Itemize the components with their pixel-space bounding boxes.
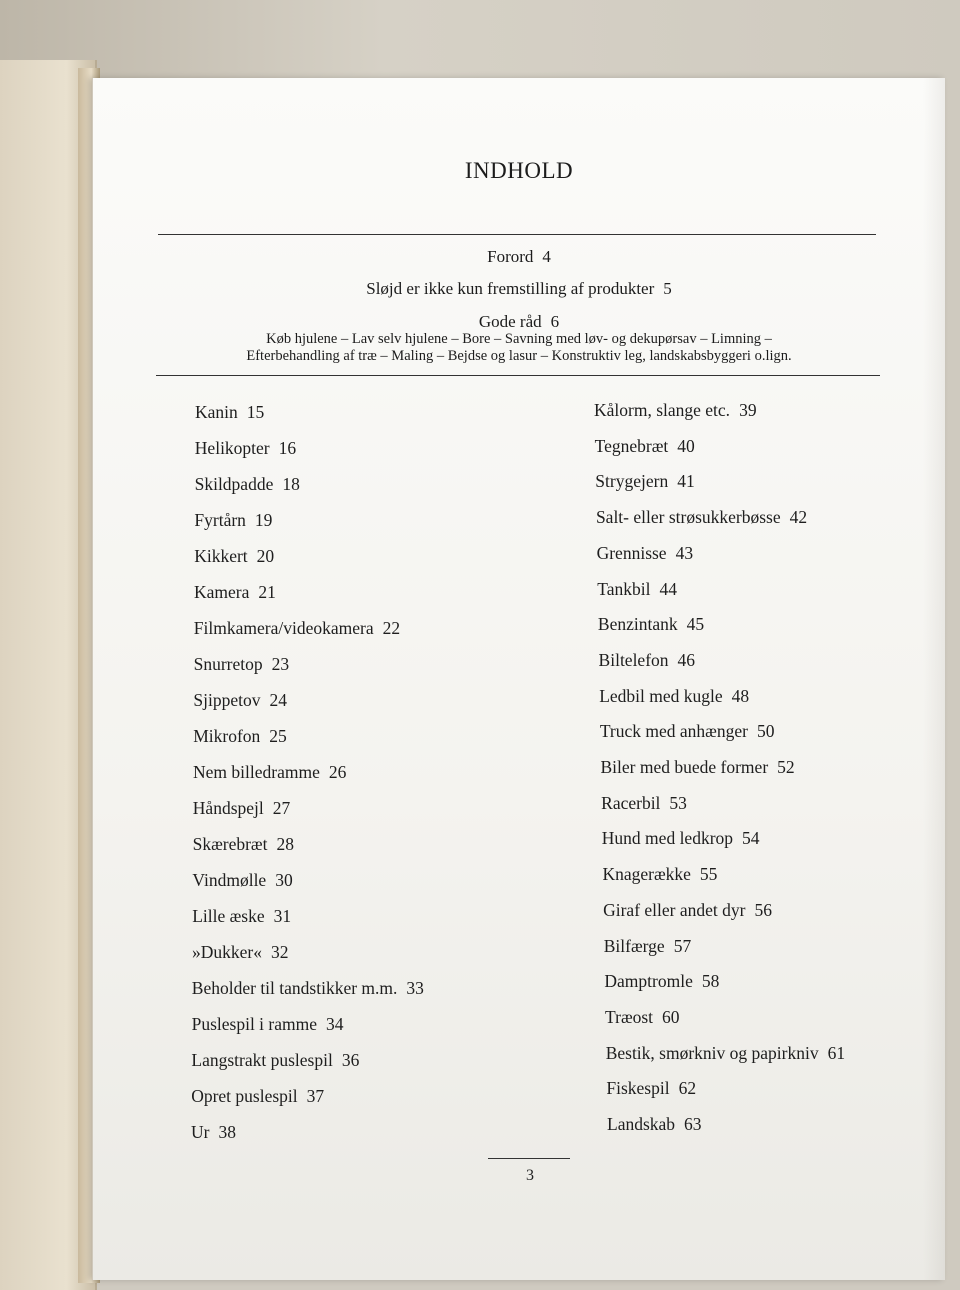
advice-subtopics-line-2: Efterbehandling af træ – Maling – Bejdse og lasur – Konstruktiv leg, landskabsbyggeri o.lign. — [246, 348, 792, 364]
toc-entry — [598, 614, 704, 635]
toc-entry — [195, 438, 296, 459]
entry-page: 32 — [270, 942, 289, 962]
entry-page: 57 — [673, 935, 692, 956]
entry-page: 33 — [406, 978, 424, 998]
entry-label: Træost — [605, 1006, 654, 1027]
entry-page: 50 — [756, 721, 775, 742]
entry-label: Sjippetov — [193, 690, 261, 710]
entry-label: Racerbil — [601, 792, 661, 813]
toc-entry — [603, 900, 772, 921]
entry-page: 21 — [258, 582, 276, 602]
toc-entry — [595, 436, 695, 457]
entry-label: Skærebræt — [192, 834, 268, 854]
toc-entry — [606, 1078, 696, 1099]
toc-entry — [192, 906, 291, 927]
entry-label: Bilfærge — [603, 935, 665, 956]
toc-entry — [194, 510, 272, 531]
entry-page: 23 — [271, 654, 290, 674]
entry-page: 4 — [542, 247, 551, 266]
toc-entry — [193, 798, 290, 819]
entry-label: Ledbil med kugle — [599, 685, 723, 706]
entry-page: 19 — [254, 510, 273, 530]
entry-label: Giraf eller andet dyr — [603, 899, 746, 920]
toc-entry — [191, 1050, 359, 1071]
entry-label: Grennisse — [596, 542, 667, 563]
toc-entry — [597, 579, 677, 600]
entry-label: Kålorm, slange etc. — [594, 400, 731, 420]
entry-label: Tegnebræt — [594, 435, 669, 456]
entry-page: 41 — [677, 471, 695, 492]
entry-page: 54 — [742, 828, 760, 849]
entry-label: Hund med ledkrop — [601, 828, 734, 849]
entry-page: 30 — [275, 870, 293, 890]
entry-page: 52 — [777, 757, 795, 777]
toc-entry-intro — [93, 279, 945, 299]
entry-label: Salt- eller strøsukkerbøsse — [595, 507, 781, 528]
entry-page: 43 — [675, 542, 694, 563]
toc-entry — [599, 686, 749, 707]
entry-label: Gode råd — [478, 312, 542, 331]
entry-label: Strygejern — [595, 471, 669, 492]
entry-label: Biler med buede former — [600, 757, 769, 777]
entry-label: Sløjd er ikke kun fremstilling af produkter — [366, 279, 655, 298]
page-number: 3 — [526, 1167, 534, 1184]
entry-page: 22 — [382, 618, 401, 638]
entry-label: Kamera — [194, 582, 250, 602]
entry-page: 28 — [276, 834, 294, 854]
entry-label: Langstrakt puslespil — [191, 1050, 333, 1070]
entry-page: 63 — [684, 1114, 702, 1134]
toc-entry — [194, 546, 274, 567]
entry-page: 61 — [827, 1042, 846, 1063]
toc-entry — [596, 507, 807, 528]
entry-page: 62 — [678, 1078, 697, 1099]
entry-label: Kanin — [195, 402, 238, 422]
entry-page: 37 — [306, 1086, 325, 1106]
toc-entry — [193, 834, 294, 855]
toc-entry — [604, 971, 719, 992]
entry-page: 36 — [341, 1050, 360, 1070]
toc-entry — [192, 870, 292, 891]
entry-label: Fiskespil — [606, 1078, 670, 1099]
entry-page: 16 — [278, 438, 297, 458]
entry-label: Forord — [487, 247, 534, 266]
toc-entry — [606, 1043, 845, 1064]
entry-page: 38 — [218, 1122, 236, 1142]
entry-label: Mikrofon — [193, 726, 261, 746]
toc-entry — [604, 936, 691, 957]
toc-entry — [194, 582, 276, 603]
entry-label: Nem billedramme — [193, 762, 320, 782]
toc-entry — [191, 1086, 324, 1107]
entry-page: 58 — [701, 971, 720, 992]
entry-label: Vindmølle — [192, 870, 267, 890]
toc-entry — [595, 471, 694, 492]
toc-entry — [607, 1114, 702, 1135]
toc-entry — [597, 543, 693, 564]
entry-label: Opret puslespil — [191, 1086, 298, 1106]
toc-entry — [192, 942, 288, 963]
entry-page: 34 — [326, 1014, 344, 1034]
entry-label: Ur — [191, 1122, 210, 1142]
toc-entry — [601, 793, 687, 814]
toc-entry — [602, 828, 760, 849]
entry-label: Knagerække — [602, 864, 691, 885]
toc-entry — [600, 721, 775, 742]
toc-entry — [195, 474, 300, 495]
page-title: INDHOLD — [464, 158, 574, 183]
toc-entry-advice — [93, 312, 945, 332]
entry-page: 25 — [269, 726, 287, 746]
entry-page: 40 — [677, 435, 695, 456]
toc-entry — [194, 654, 290, 675]
entry-page: 26 — [328, 762, 347, 782]
entry-page: 55 — [699, 864, 718, 885]
entry-label: Biltelefon — [598, 649, 669, 670]
entry-label: Tankbil — [597, 578, 651, 599]
toc-entry — [601, 757, 795, 778]
entry-page: 56 — [754, 899, 772, 920]
entry-page: 48 — [731, 685, 750, 706]
entry-page: 31 — [273, 906, 292, 926]
entry-page: 27 — [272, 798, 291, 818]
middle-divider — [156, 375, 880, 376]
toc-entry — [193, 690, 287, 711]
entry-page: 18 — [282, 474, 300, 494]
toc-entry — [195, 402, 264, 423]
entry-page: 42 — [789, 507, 808, 528]
entry-page: 46 — [677, 649, 696, 670]
toc-entry — [193, 726, 287, 747]
entry-page: 44 — [659, 578, 677, 599]
entry-label: Benzintank — [597, 614, 678, 635]
toc-entry — [602, 864, 717, 885]
entry-page: 60 — [662, 1006, 680, 1027]
toc-entry-foreword — [93, 247, 945, 267]
toc-entry — [192, 978, 424, 999]
entry-label: Snurretop — [193, 654, 263, 674]
entry-label: Kikkert — [194, 546, 248, 566]
entry-label: Lille æske — [192, 906, 265, 926]
toc-entry — [192, 1014, 344, 1035]
toc-entry — [599, 650, 695, 671]
toc-entry — [594, 400, 757, 421]
entry-page: 6 — [550, 312, 560, 331]
entry-label: Fyrtårn — [194, 510, 246, 530]
entry-page: 24 — [269, 690, 287, 710]
footer-rule — [488, 1158, 570, 1159]
entry-label: Beholder til tandstikker m.m. — [191, 978, 398, 998]
entry-label: Helikopter — [194, 438, 270, 458]
top-divider — [158, 234, 876, 235]
entry-label: Skildpadde — [194, 474, 274, 494]
entry-page: 53 — [669, 792, 687, 813]
entry-page: 45 — [686, 614, 705, 635]
entry-label: »Dukker« — [192, 942, 262, 962]
book-page — [92, 78, 945, 1280]
entry-label: Puslespil i ramme — [191, 1014, 317, 1034]
entry-label: Landskab — [607, 1114, 676, 1134]
entry-page: 15 — [246, 402, 265, 422]
entry-label: Bestik, smørkniv og papirkniv — [605, 1042, 819, 1063]
toc-entry — [605, 1007, 680, 1028]
entry-label: Filmkamera/videokamera — [193, 618, 374, 638]
entry-page: 39 — [739, 400, 757, 420]
toc-entry — [191, 1122, 236, 1143]
toc-entry — [193, 762, 346, 783]
toc-entry — [194, 618, 400, 639]
entry-label: Truck med anhænger — [599, 721, 748, 742]
entry-page: 5 — [663, 279, 672, 298]
entry-page: 20 — [256, 546, 275, 566]
entry-label: Håndspejl — [192, 798, 264, 818]
entry-label: Damptromle — [604, 971, 693, 992]
advice-subtopics-line-1: Køb hjulene – Lav selv hjulene – Bore – Savning med løv- og dekupørsav – Limning – — [266, 331, 772, 347]
